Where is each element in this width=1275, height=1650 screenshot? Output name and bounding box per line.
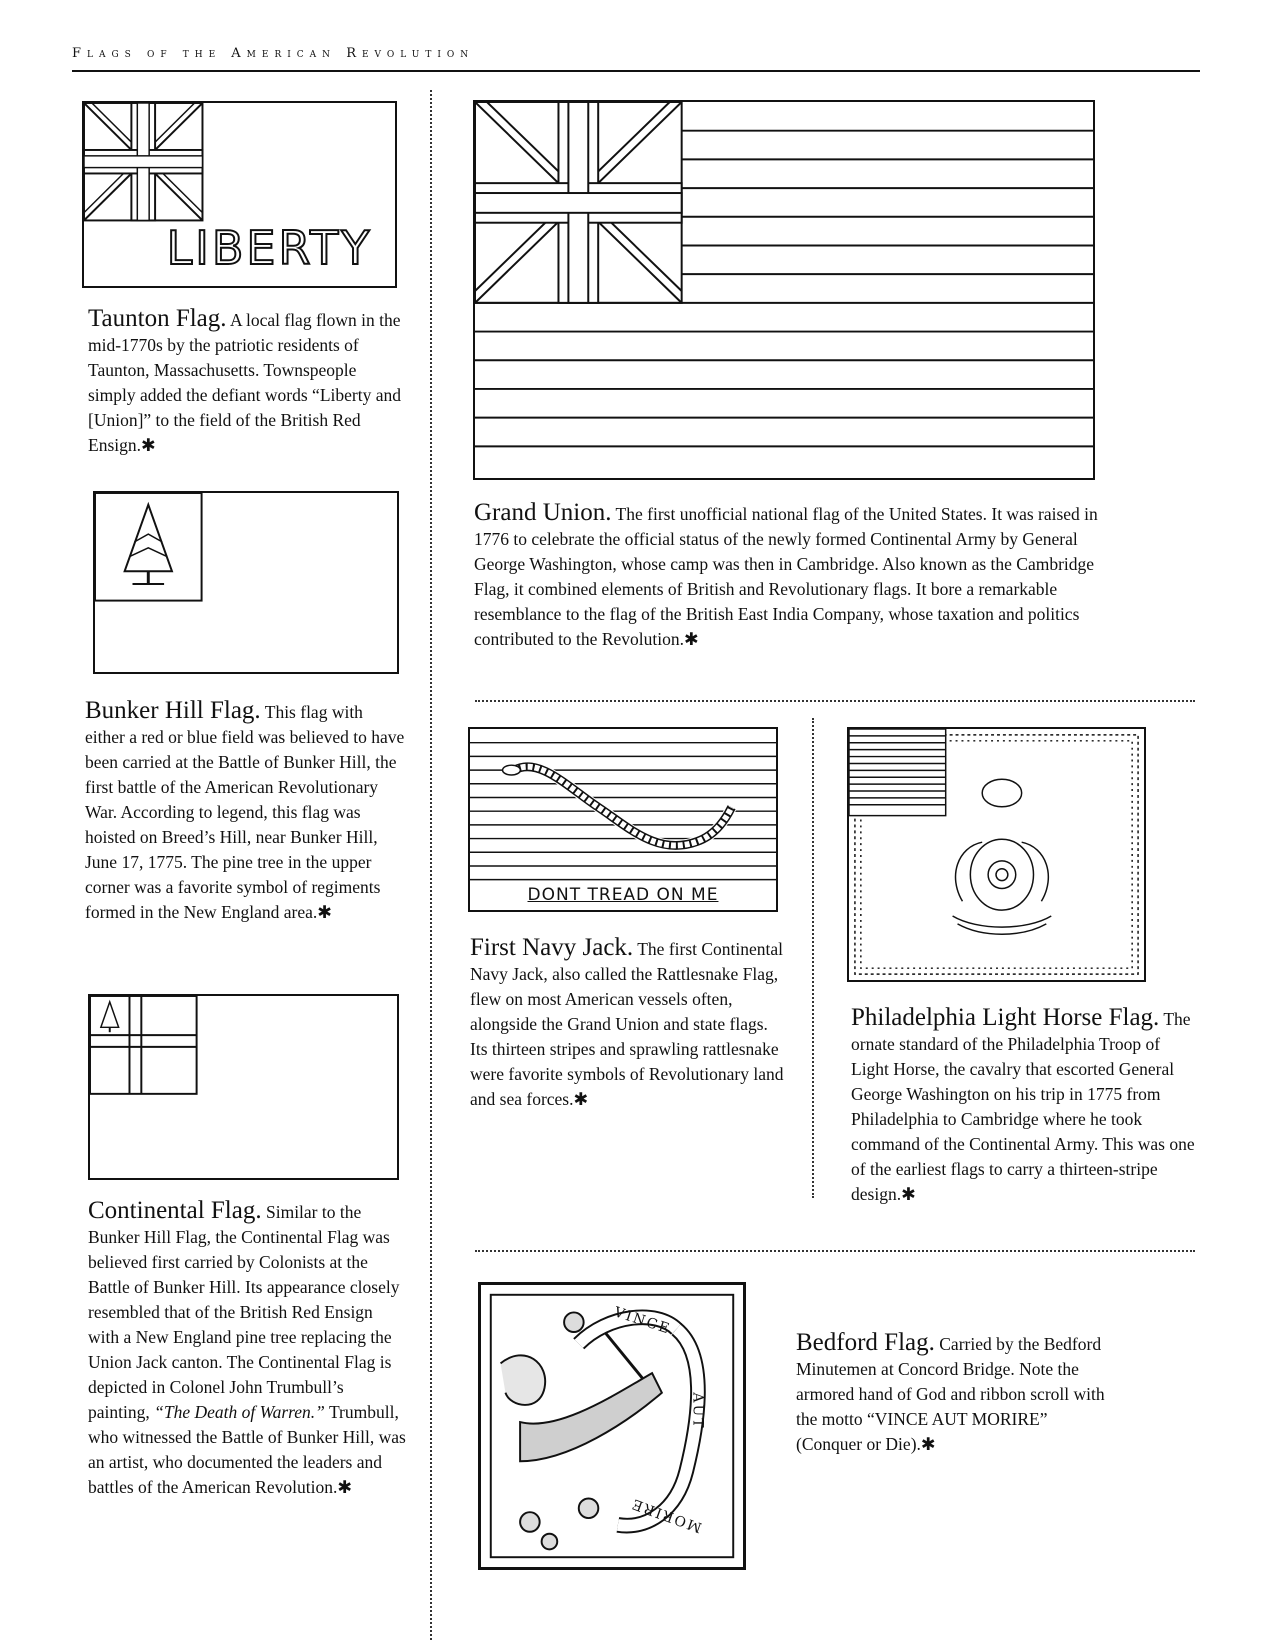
pine-tree-icon — [95, 493, 397, 672]
navy-jack-flag-image — [468, 727, 778, 912]
navy-jack-motto: DONT TREAD ON ME — [527, 885, 719, 905]
continental-caption — [88, 1198, 408, 1500]
bunker-hill-caption — [85, 698, 405, 925]
taunton-caption — [88, 306, 408, 458]
grand-union-caption — [474, 500, 1099, 652]
continental-text-before: Similar to the Bunker Hill Flag, the Continental Flag was believed first carried by Colonists at the Battle of Bunker Hill. Its appearance closely resembled that of the British Red Ensign with a New England pine tree replacing the Union Jack canton. The Continental Flag is depicted in Colonel John Trumbull’s painting, — [88, 1202, 400, 1422]
navy-jack-caption — [470, 935, 788, 1112]
bedford-scroll-morire: MORIRE — [628, 1494, 705, 1536]
grand-union-title: Grand Union. — [474, 499, 612, 526]
continental-text-after: Trumbull, who witnessed the Battle of Bunker Hill, was an artist, who documented the leaders and battles of the American Revolution.✱ — [88, 1402, 406, 1497]
header-rule — [72, 70, 1200, 72]
continental-title: Continental Flag. — [88, 1197, 262, 1224]
column-divider — [430, 90, 432, 1640]
grand-union-stripes-icon — [475, 102, 1093, 478]
light-horse-crest-icon — [849, 729, 1144, 980]
bedford-scroll-vince: VINCE — [611, 1304, 673, 1338]
bunker-hill-text: This flag with either a red or blue field was believed to have been carried at the Battle of Bunker Hill, the first battle of the American Revolutionary War. According to legend, this flag was hoisted on Breed’s Hill, near Bunker Hill, June 17, 1775. The pine tree in the upper corner was a favorite symbol of regiments formed in the New England area.✱ — [85, 702, 405, 922]
section-divider-1 — [475, 700, 1195, 702]
taunton-text: A local flag flown in the mid-1770s by the patriotic residents of Taunton, Massachusetts. Townspeople simply added the defiant words “Liberty and [Union]” to the field of the British Red Ensign.✱ — [88, 310, 401, 455]
philadelphia-caption — [851, 1005, 1201, 1207]
section-divider-2 — [475, 1250, 1195, 1252]
taunton-title: Taunton Flag. — [88, 305, 227, 332]
continental-canton-icon — [90, 996, 397, 1178]
navy-jack-title: First Navy Jack. — [470, 934, 634, 961]
navy-jack-text: The first Continental Navy Jack, also called the Rattlesnake Flag, flew on most American vessels often, alongside the Grand Union and state flags. Its thirteen stripes and sprawling rattlesnake were favorite symbols of Revolutionary land and sea forces.✱ — [470, 939, 784, 1109]
continental-flag-image — [88, 994, 399, 1180]
page-header: Flags of the American Revolution — [72, 46, 475, 61]
bedford-caption — [796, 1330, 1106, 1457]
bunker-hill-flag-image — [93, 491, 399, 674]
column-divider-2 — [812, 718, 814, 1198]
bedford-text: Carried by the Bedford Minutemen at Concord Bridge. Note the armored hand of God and ribbon scroll with the motto “VINCE AUT MORIRE” (Conquer or Die).✱ — [796, 1334, 1105, 1454]
grand-union-flag-image — [473, 100, 1095, 480]
bedford-flag-image — [478, 1282, 746, 1570]
continental-painting-title: “The Death of Warren.” — [154, 1402, 325, 1422]
grand-union-text: The first unofficial national flag of the United States. It was raised in 1776 to celebrate the official status of the newly formed Continental Army by General George Washington, whose camp was then in Cambridge. Also known as the Cambridge Flag, it combined elements of British and Revolutionary flags. It bore a remarkable resemblance to the flag of the British East India Company, whose taxation and politics contributed to the Revolution.✱ — [474, 504, 1098, 649]
bunker-hill-title: Bunker Hill Flag. — [85, 697, 261, 724]
philadelphia-text: The ornate standard of the Philadelphia Troop of Light Horse, the cavalry that escorted General George Washington on his trip in 1775 from Philadelphia to Cambridge where he took command of the Continental Army. This was one of the earliest flags to carry a thirteen-stripe design.✱ — [851, 1009, 1195, 1204]
bedford-scroll-aut: AUT — [689, 1392, 706, 1430]
taunton-flag-image — [82, 101, 397, 288]
philadelphia-title: Philadelphia Light Horse Flag. — [851, 1004, 1160, 1031]
taunton-flag-word: LIBERTY — [166, 221, 373, 275]
philadelphia-flag-image — [847, 727, 1146, 982]
rattlesnake-icon — [470, 729, 776, 910]
bedford-title: Bedford Flag. — [796, 1329, 935, 1356]
